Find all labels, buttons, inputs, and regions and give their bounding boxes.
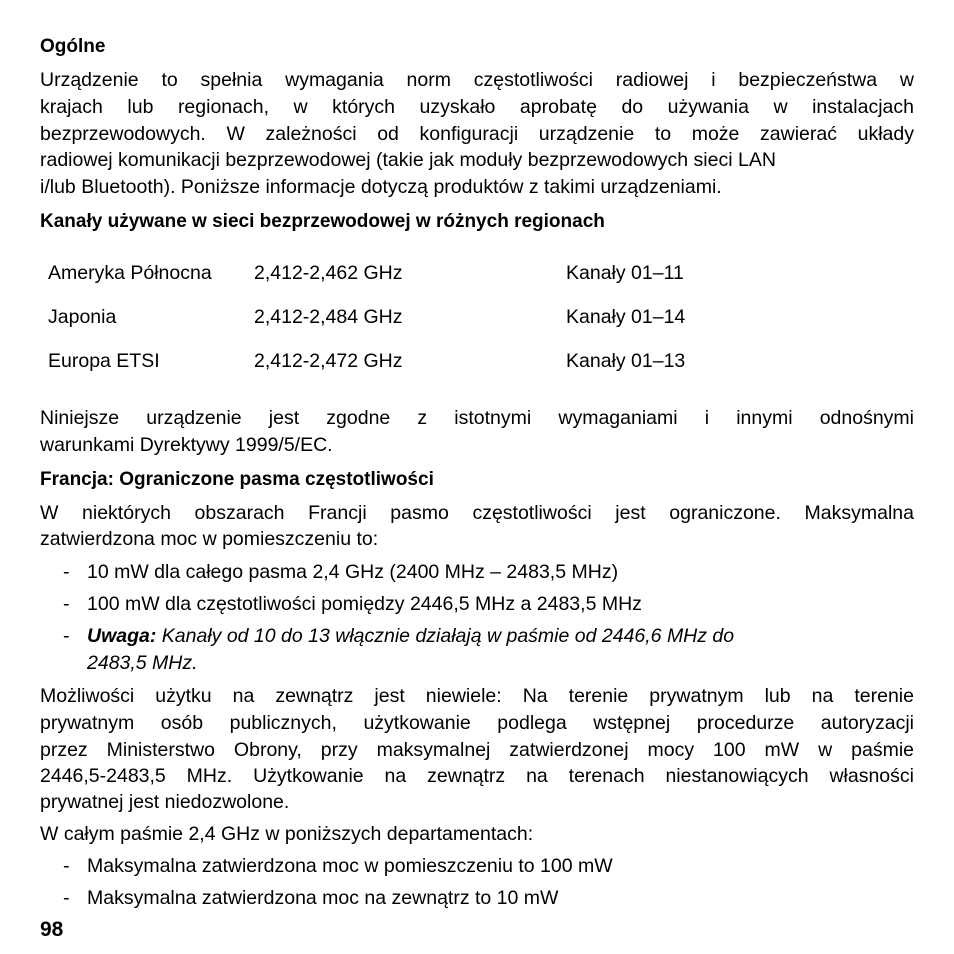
table-cell-channels: Kanały 01–11	[566, 262, 684, 284]
paragraph-line: przez Ministerstwo Obrony, przy maksymalnej zatwierdzonej mocy 100 mW w paśmie	[40, 739, 914, 761]
paragraph-line: 2446,5-2483,5 MHz. Użytkowanie na zewnątrz na terenach niestanowiących własności	[40, 765, 914, 787]
bullet-dash: -	[63, 561, 70, 583]
paragraph-line: prywatnym osób publicznych, użytkowanie podlega wstępnej procedurze autoryzacji	[40, 712, 914, 734]
table-cell-region: Japonia	[48, 306, 117, 328]
bullet-dash: -	[63, 593, 70, 615]
note-text-line2: 2483,5 MHz.	[87, 652, 198, 674]
bullet-dash: -	[63, 855, 70, 877]
list-item-text: 100 mW dla częstotliwości pomiędzy 2446,5 MHz a 2483,5 MHz	[87, 593, 642, 615]
bullet-dash: -	[63, 887, 70, 909]
table-cell-frequency: 2,412-2,484 GHz	[254, 306, 403, 328]
paragraph-line: radiowej komunikacji bezprzewodowej (takie jak moduły bezprzewodowych sieci LAN	[40, 149, 776, 171]
paragraph-line: Urządzenie to spełnia wymagania norm częstotliwości radiowej i bezpieczeństwa w	[40, 69, 914, 91]
paragraph-line: zatwierdzona moc w pomieszczeniu to:	[40, 528, 379, 550]
paragraph-line: warunkami Dyrektywy 1999/5/EC.	[40, 434, 333, 456]
section-title-general: Ogólne	[40, 36, 106, 57]
section-title-france: Francja: Ograniczone pasma częstotliwości	[40, 469, 434, 490]
table-cell-region: Ameryka Północna	[48, 262, 212, 284]
paragraph-line: W niektórych obszarach Francji pasmo częstotliwości jest ograniczone. Maksymalna	[40, 502, 914, 524]
paragraph-line: i/lub Bluetooth). Poniższe informacje dotyczą produktów z takimi urządzeniami.	[40, 176, 722, 198]
table-cell-channels: Kanały 01–14	[566, 306, 686, 328]
list-item-text: 10 mW dla całego pasma 2,4 GHz (2400 MHz – 2483,5 MHz)	[87, 561, 619, 583]
bullet-dash: -	[63, 625, 70, 647]
paragraph-line: Niniejsze urządzenie jest zgodne z istotnymi wymaganiami i innymi odnośnymi	[40, 407, 914, 429]
section-title-channels: Kanały używane w sieci bezprzewodowej w różnych regionach	[40, 211, 605, 232]
paragraph-line: prywatnej jest niedozwolone.	[40, 791, 290, 813]
paragraph-line: Możliwości użytku na zewnątrz jest niewiele: Na terenie prywatnym lub na terenie	[40, 685, 914, 707]
table-cell-frequency: 2,412-2,462 GHz	[254, 262, 403, 284]
list-item-text: Maksymalna zatwierdzona moc w pomieszczeniu to 100 mW	[87, 855, 613, 877]
departments-intro: W całym paśmie 2,4 GHz w poniższych departamentach:	[40, 823, 534, 845]
page-number: 98	[40, 918, 64, 941]
note-text-line1: Kanały od 10 do 13 włącznie działają w paśmie od 2446,6 MHz do	[156, 625, 735, 647]
list-item-text: Maksymalna zatwierdzona moc na zewnątrz to 10 mW	[87, 887, 559, 909]
note-text	[87, 623, 914, 650]
paragraph-line: krajach lub regionach, w których uzyskało aprobatę do używania w instalacjach	[40, 96, 914, 118]
table-cell-channels: Kanały 01–13	[566, 350, 686, 372]
note-label: Uwaga:	[87, 625, 157, 647]
table-cell-frequency: 2,412-2,472 GHz	[254, 350, 403, 372]
paragraph-line: bezprzewodowych. W zależności od konfiguracji urządzenie to może zawierać układy	[40, 123, 914, 145]
table-cell-region: Europa ETSI	[48, 350, 160, 372]
